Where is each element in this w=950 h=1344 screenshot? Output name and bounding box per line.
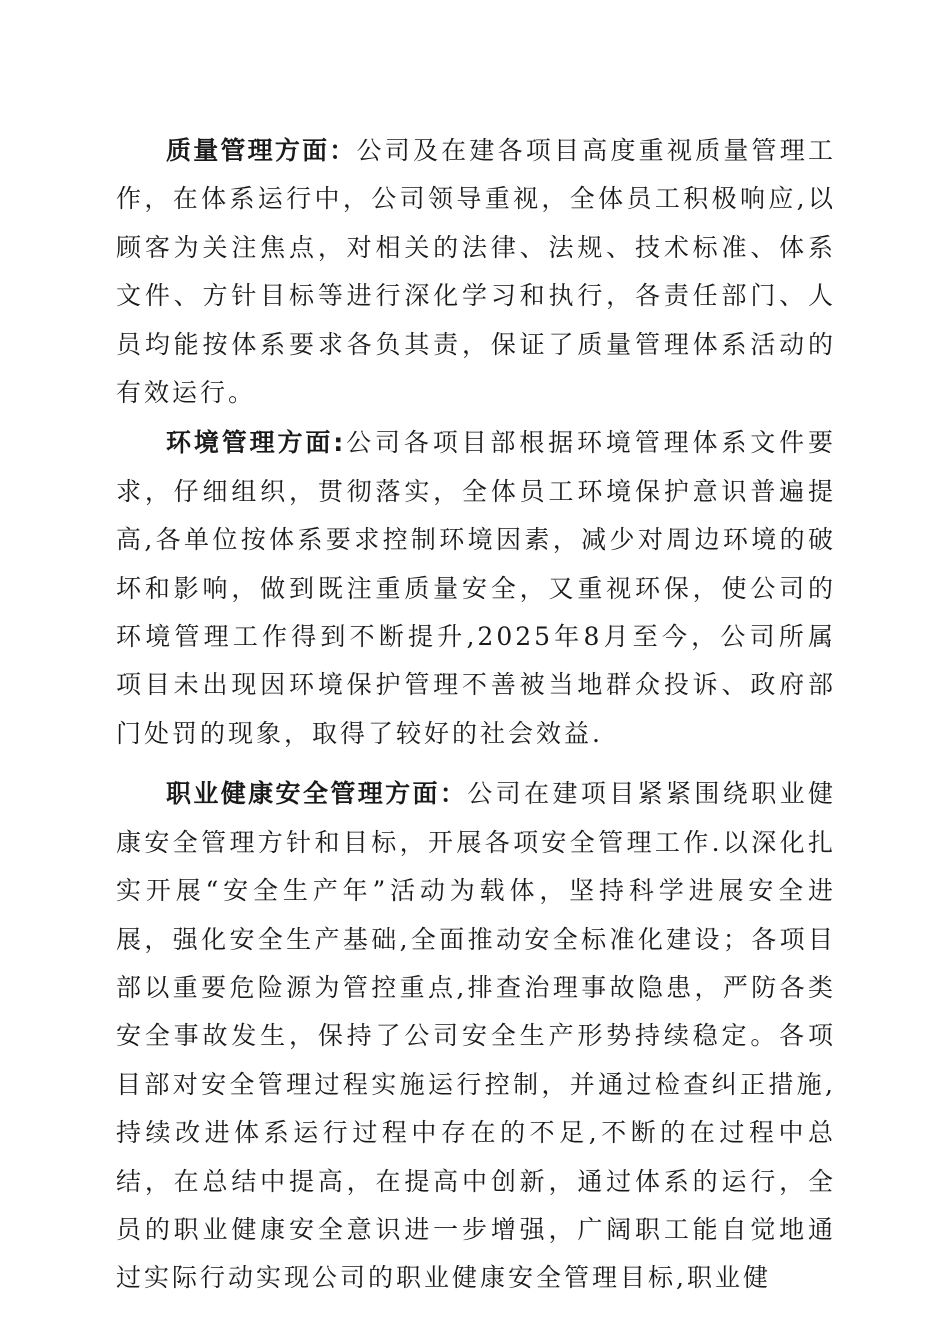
paragraph-quality-management: [116, 127, 836, 417]
paragraph-text-quality: 公司及在建各项目高度重视质量管理工作，在体系运行中，公司领导重视，全体员工积极响应,以顾客为关注焦点，对相关的法律、法规、技术标准、体系文件、方针目标等进行深化学习和执行，各责任部门、人员均能按体系要求各负其责，保证了质量管理体系活动的有效运行。: [116, 136, 836, 408]
paragraph-text-environment: 公司各项目部根据环境管理体系文件要求，仔细组织，贯彻落实，全体员工环境保护意识普遍提高,各单位按体系要求控制环境因素，减少对周边环境的破坏和影响，做到既注重质量安全，又重视环保，使公司的环境管理工作得到不断提升,2025年8月至今，公司所属项目未出现因环境保护管理不善被当地群众投诉、政府部门处罚的现象，取得了较好的社会效益.: [116, 428, 836, 748]
paragraph-text-ohs: 公司在建项目紧紧围绕职业健康安全管理方针和目标，开展各项安全管理工作.以深化扎实开展“安全生产年”活动为载体，坚持科学进展安全进展，强化安全生产基础,全面推动安全标准化建设；各项目部以重要危险源为管控重点,排查治理事故隐患，严防各类安全事故发生，保持了公司安全生产形势持续稳定。各项目部对安全管理过程实施运行控制，并通过检查纠正措施,持续改进体系运行过程中存在的不足,不断的在过程中总结，在总结中提高，在提高中创新，通过体系的运行，全员的职业健康安全意识进一步增强，广阔职工能自觉地通过实际行动实现公司的职业健康安全管理目标,职业健: [116, 779, 836, 1293]
paragraph-occupational-health-safety: [116, 770, 836, 1302]
paragraph-environment-management: [116, 419, 836, 758]
paragraph-lead-environment: 环境管理方面:: [166, 428, 346, 458]
paragraph-lead-quality: 质量管理方面：: [166, 136, 357, 165]
paragraph-lead-ohs: 职业健康安全管理方面：: [166, 779, 468, 809]
document-body: [116, 127, 836, 1303]
